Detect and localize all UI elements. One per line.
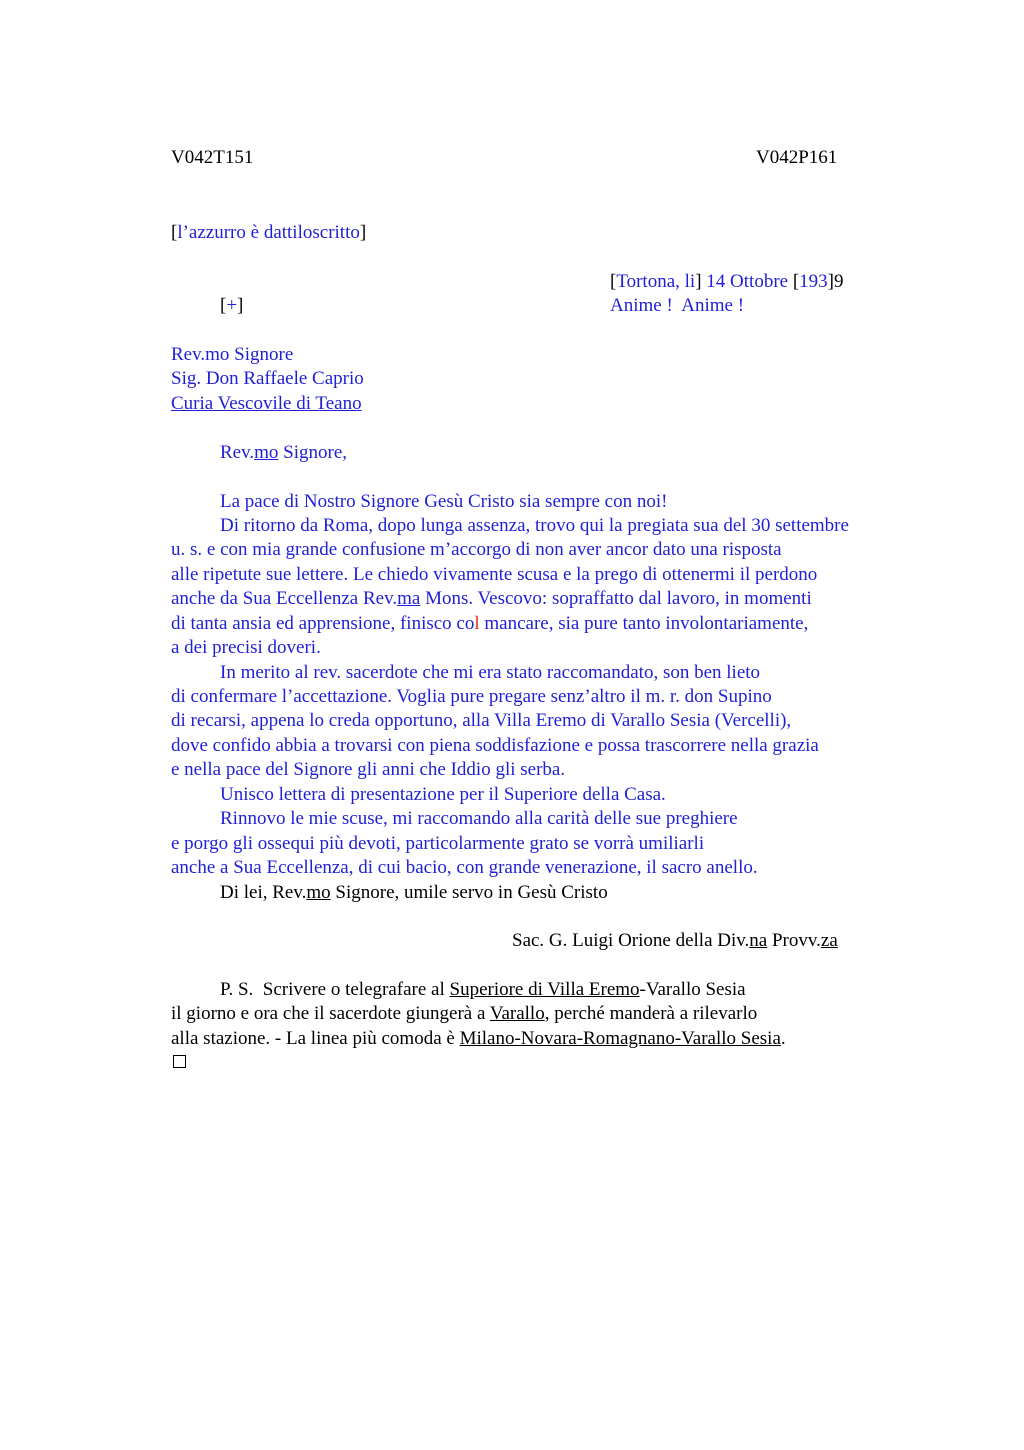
note-bracket-open: [ (171, 222, 178, 243)
salutation-abbr: mo (254, 442, 279, 463)
postscript-text: il giorno e ora che il sacerdote giungerà a (171, 1003, 490, 1024)
body-line: dove confido abbia a trovarsi con piena soddisfazione e possa trascorrere nella grazia (171, 735, 819, 756)
body-line: Di ritorno da Roma, dopo lunga assenza, trovo qui la pregiata sua del 30 settembre (220, 515, 849, 536)
address-line-2: Sig. Don Raffaele Caprio (171, 368, 364, 389)
dateline-date: 14 Ottobre (701, 271, 793, 292)
body-text: Mons. Vescovo: sopraffatto dal lavoro, in momenti (420, 588, 812, 609)
motto: Anime ! Anime ! (610, 295, 745, 316)
body-line: e porgo gli ossequi più devoti, particolarmente grato se vorrà umiliarli (171, 833, 705, 854)
cross-symbol: + (226, 295, 238, 316)
closing-abbr: mo (306, 882, 331, 903)
signature-abbr: za (820, 930, 838, 951)
cross-bracket: [ (220, 295, 227, 316)
signature-text: Sac. G. Luigi Orione della Div. (512, 930, 750, 951)
note-text: l’azzurro è dattiloscritto (177, 222, 360, 243)
body-line: a dei precisi doveri. (171, 637, 321, 658)
cross-bracket: ] (237, 295, 244, 316)
dateline-year-end: 9 (834, 271, 844, 292)
body-line (171, 612, 808, 636)
postscript-line-3 (171, 1027, 786, 1051)
editorial-note (171, 221, 366, 245)
body-line: di confermare l’accettazione. Voglia pure pregare senz’altro il m. r. don Supino (171, 686, 772, 707)
closing-line (220, 881, 608, 905)
postscript-text: -Varallo Sesia (639, 979, 746, 1000)
postscript-line-1 (220, 978, 746, 1002)
body-line: e nella pace del Signore gli anni che Iddio gli serba. (171, 759, 566, 780)
body-line: Rinnovo le mie scuse, mi raccomando alla carità delle sue preghiere (220, 808, 738, 829)
signature-text: Provv. (767, 930, 821, 951)
body-correction: l (474, 613, 480, 634)
postscript-underlined: Varallo (489, 1003, 545, 1024)
cross-sign (220, 294, 243, 318)
dateline-bracket: [ (792, 271, 800, 292)
postscript-text: . (780, 1028, 786, 1049)
end-mark-box (173, 1055, 186, 1068)
dateline-bracket: ] (695, 271, 702, 292)
body-line (171, 587, 812, 611)
dateline-place: Tortona, li (616, 271, 696, 292)
body-line: La pace di Nostro Signore Gesù Cristo sia sempre con noi! (220, 491, 668, 512)
body-line: Unisco lettera di presentazione per il Superiore della Casa. (220, 784, 666, 805)
postscript-text: , perché manderà a rilevarlo (544, 1003, 758, 1024)
note-bracket-close: ] (359, 222, 367, 243)
salutation-text: Rev. (220, 442, 255, 463)
postscript-underlined: Milano-Novara-Romagnano-Varallo Sesia (459, 1028, 781, 1049)
dateline-bracket: [ (610, 271, 617, 292)
body-abbr: ma (397, 588, 421, 609)
signature (512, 929, 838, 953)
postscript-underlined: Superiore di Villa Eremo (449, 979, 640, 1000)
postscript-line-2 (171, 1002, 757, 1026)
dateline-bracket: ] (827, 271, 834, 292)
salutation (220, 441, 347, 465)
dateline (610, 270, 844, 294)
document-code-right: V042P161 (756, 147, 838, 168)
closing-text: Di lei, Rev. (220, 882, 307, 903)
postscript-text: alla stazione. - La linea più comoda è (171, 1028, 460, 1049)
body-text: mancare, sia pure tanto involontariamente, (479, 613, 809, 634)
body-text: anche da Sua Eccellenza Rev. (171, 588, 398, 609)
body-line: In merito al rev. sacerdote che mi era stato raccomandato, son ben lieto (220, 662, 761, 683)
body-line: anche a Sua Eccellenza, di cui bacio, con grande venerazione, il sacro anello. (171, 857, 758, 878)
address-line-1: Rev.mo Signore (171, 344, 294, 365)
body-line: u. s. e con mia grande confusione m’accorgo di non aver ancor dato una risposta (171, 539, 782, 560)
salutation-text: Signore, (278, 442, 348, 463)
body-text: di tanta ansia ed apprensione, finisco co (171, 613, 475, 634)
closing-text: Signore, umile servo in Gesù Cristo (330, 882, 608, 903)
body-line: alle ripetute sue lettere. Le chiedo vivamente scusa e la prego di ottenermi il perdono (171, 564, 818, 585)
dateline-year: 193 (799, 271, 828, 292)
address-line-3: Curia Vescovile di Teano (171, 393, 362, 414)
body-line: di recarsi, appena lo creda opportuno, alla Villa Eremo di Varallo Sesia (Vercelli), (171, 710, 792, 731)
document-code-left: V042T151 (171, 147, 254, 168)
postscript-text: P. S. Scrivere o telegrafare al (220, 979, 450, 1000)
signature-abbr: na (749, 930, 768, 951)
